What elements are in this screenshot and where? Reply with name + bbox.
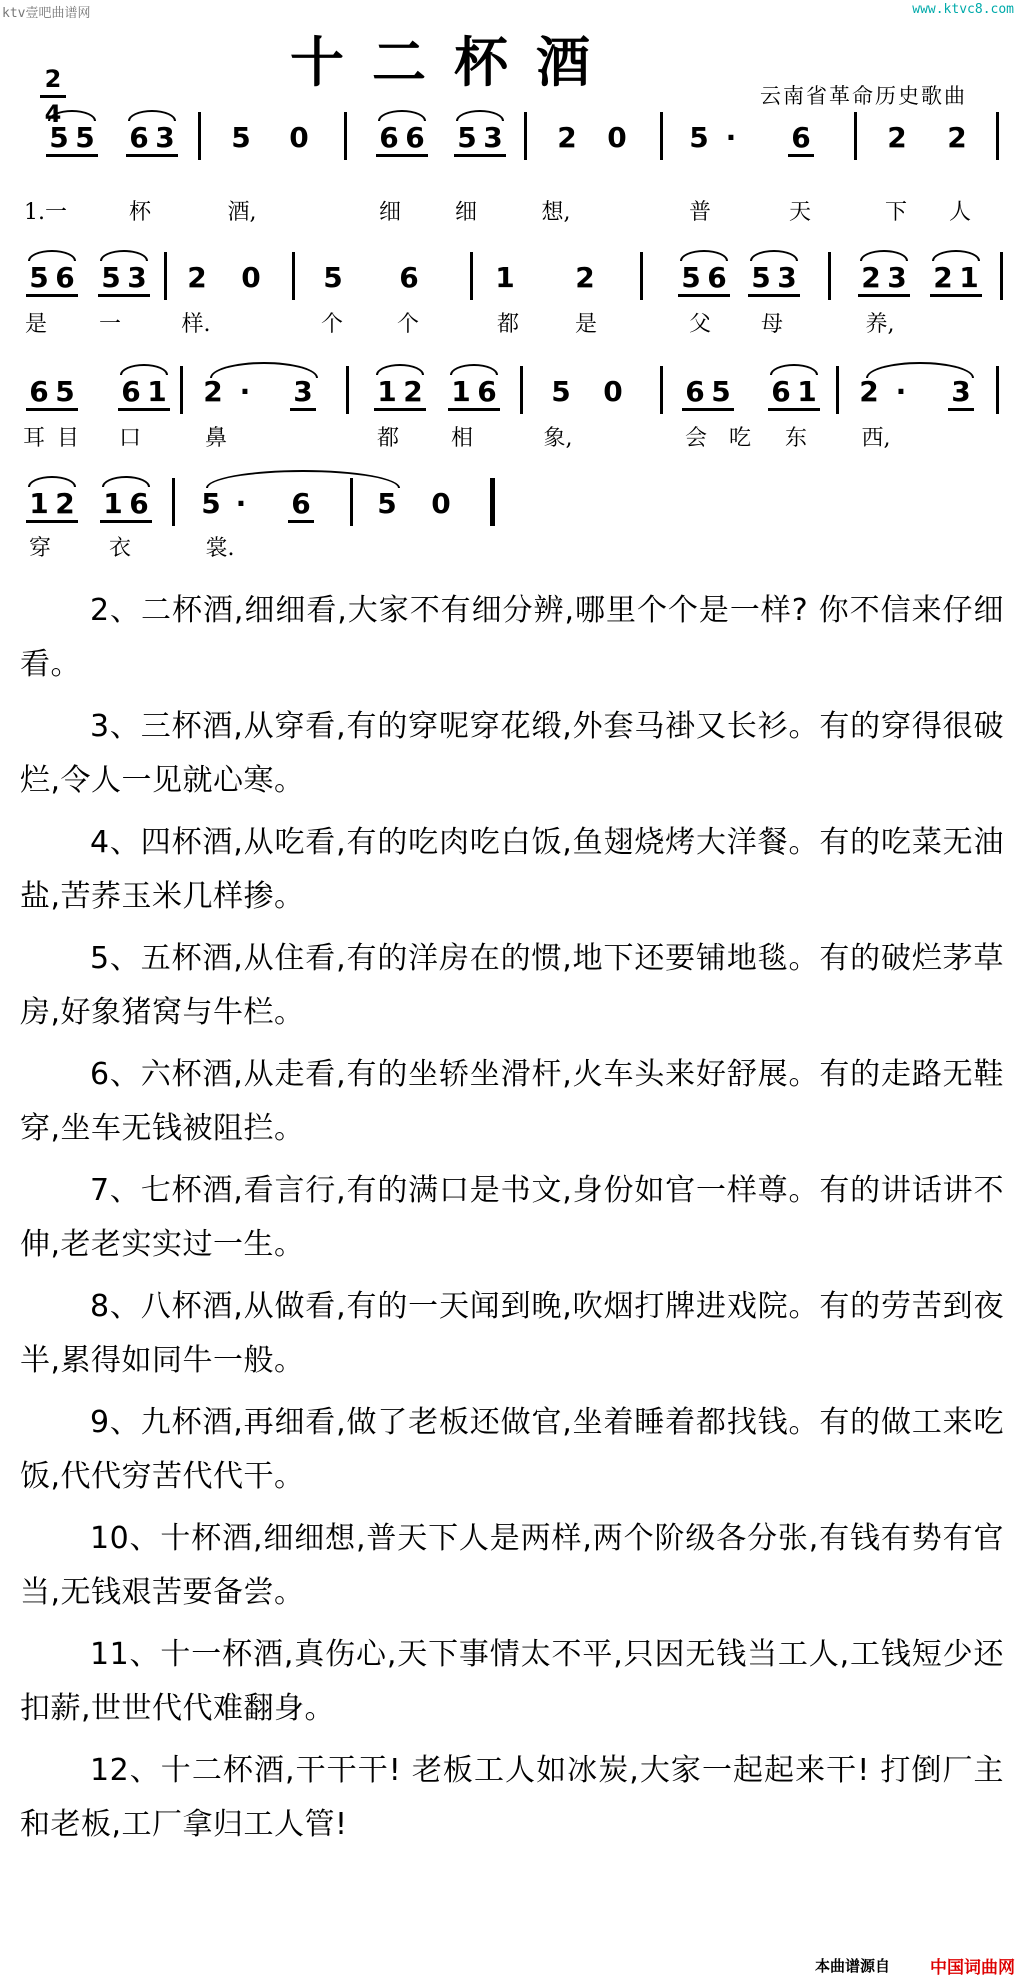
lyric: 吃 [728,426,751,451]
lyrics-row-1 [0,198,1024,228]
verse-10: 10、十杯酒,细细想,普天下人是两样,两个阶级各分张,有钱有势有官当,无钱艰苦要备尝。 [20,1521,1004,1610]
note: · [895,375,907,408]
lyric: 都 [496,312,519,337]
note: · [725,121,737,154]
note: 5 [676,258,706,298]
lyric: 下 [884,200,907,225]
barline [640,252,643,300]
note: 3 [946,372,976,412]
lyric: 相 [450,426,473,451]
lyric: 一 [98,312,121,337]
verse-3: 3、三杯酒,从穿看,有的穿呢穿花缎,外套马褂又长衫。有的穿得很破烂,令人一见就心寒。 [20,709,1004,798]
note: 2 [887,121,907,154]
note: 3 [478,118,508,158]
note: 1 [954,258,984,298]
score-row-4 [0,484,1024,528]
note: 5 [50,372,80,412]
barline [520,366,523,414]
verse-8: 8、八杯酒,从做看,有的一天闻到晚,吹烟打牌进戏院。有的劳苦到夜半,累得如同牛一般。 [20,1289,1004,1378]
note: 2 [187,261,207,294]
note: 6 [472,372,502,412]
barline [172,478,175,526]
note: 0 [431,487,451,520]
verse-11: 11、十一杯酒,真伤心,天下事情太不平,只因无钱当工人,工钱短少还扣薪,世世代代难翻身。 [20,1637,1004,1726]
slur [128,110,176,121]
note: 5 [706,372,736,412]
barline [828,252,831,300]
verse-5: 5、五杯酒,从住看,有的洋房在的惯,地下还要铺地毯。有的破烂茅草房,好象猪窝与牛栏。 [20,941,1004,1030]
note: · [235,487,247,520]
note: 5 [452,118,482,158]
lyric: 穿 [28,536,51,561]
slur [102,476,150,487]
lyric: 个 [396,312,419,337]
score-row-2 [0,258,1024,302]
barline [164,252,167,300]
note: 0 [603,375,623,408]
lyric: 样. [181,312,211,337]
note: · [239,375,251,408]
note: 3 [150,118,180,158]
slur [376,364,424,375]
note: 2 [856,258,886,298]
lyric: 酒, [227,200,257,225]
note: 3 [882,258,912,298]
watermark-left: ktv壹吧曲谱网 [2,6,91,21]
note: 0 [241,261,261,294]
lyric: 鼻 [204,426,227,451]
barline [346,366,349,414]
slur [860,250,908,261]
note: 6 [116,372,146,412]
lyric: 父 [688,312,711,337]
barline [996,366,999,414]
barline [292,252,295,300]
note: 6 [400,118,430,158]
note: 1 [24,484,54,524]
note: 5 [44,118,74,158]
note: 3 [772,258,802,298]
note: 6 [24,372,54,412]
lyric: 人 [948,200,971,225]
note: 2 [928,258,958,298]
slur [932,250,980,261]
note: 5 [746,258,776,298]
note: 6 [374,118,404,158]
lyric: 衣 [108,536,131,561]
note: 5 [323,261,343,294]
note: 2 [575,261,595,294]
note: 6 [702,258,732,298]
lyric: 1.一 [24,200,67,225]
note: 1 [142,372,172,412]
slur [750,250,798,261]
lyric: 细 [378,200,401,225]
lyric: 个 [320,312,343,337]
lyric: 天 [788,200,811,225]
lyric: 杯 [128,200,151,225]
note: 1 [372,372,402,412]
verse-12: 12、十二杯酒,干干干! 老板工人如冰炭,大家一起起来干! 打倒厂主和老板,工厂拿归工人管! [20,1753,1004,1842]
note: 1 [792,372,822,412]
lyric: 是 [574,312,597,337]
footer-site-link[interactable]: 中国词曲网 [930,1958,1015,1978]
note: 6 [399,261,419,294]
slur [28,250,76,261]
slur [770,364,818,375]
lyric: 想, [541,200,571,225]
slur [680,250,728,261]
note: 6 [50,258,80,298]
lyric: 是 [24,312,47,337]
slur [48,110,96,121]
barline [180,366,183,414]
note: 0 [607,121,627,154]
note: 2 [203,375,223,408]
lyric: 东 [784,426,807,451]
note: 5 [689,121,709,154]
verse-list [20,584,1004,1860]
lyric: 会 [684,426,707,451]
tie [210,362,318,378]
note: 5 [70,118,100,158]
note: 0 [289,121,309,154]
slur [120,364,168,375]
lyric: 裳. [205,536,235,561]
barline [344,112,347,160]
slur [450,364,498,375]
note: 3 [288,372,318,412]
barline [660,112,663,160]
tie [206,470,400,488]
note: 5 [24,258,54,298]
barline [350,478,353,526]
jianpu-score [0,0,1024,580]
note: 2 [398,372,428,412]
slur [456,110,504,121]
note: 2 [859,375,879,408]
lyric: 细 [454,200,477,225]
note: 6 [124,484,154,524]
verse-2: 2、二杯酒,细细看,大家不有细分辨,哪里个个是一样? 你不信来仔细看。 [20,593,1004,682]
note: 5 [231,121,251,154]
barline [854,112,857,160]
slur [378,110,426,121]
footer-source: 本曲谱源自 [815,1957,891,1975]
note: 5 [96,258,126,298]
lyric: 普 [688,200,711,225]
lyric: 目 [56,426,79,451]
watermark-right: www.ktvc8.com [912,2,1014,17]
note: 6 [680,372,710,412]
slur [100,250,148,261]
note: 2 [557,121,577,154]
lyric: 耳 [22,426,45,451]
lyric: 口 [118,426,141,451]
verse-6: 6、六杯酒,从走看,有的坐轿坐滑杆,火车头来好舒展。有的走路无鞋穿,坐车无钱被阻拦。 [20,1057,1004,1146]
lyric: 母 [760,312,783,337]
note: 6 [286,484,316,524]
barline [524,112,527,160]
note: 3 [122,258,152,298]
time-signature-bottom: 4 [44,100,62,128]
note: 5 [201,487,221,520]
barline [198,112,201,160]
note: 5 [551,375,571,408]
tie [866,362,974,378]
lyric: 象, [543,426,573,451]
note: 2 [50,484,80,524]
verse-4: 4、四杯酒,从吃看,有的吃肉吃白饭,鱼翅烧烤大洋餐。有的吃菜无油盐,苦荞玉米几样掺。 [20,825,1004,914]
lyrics-row-3 [0,424,1024,454]
note: 1 [495,261,515,294]
lyrics-row-2 [0,310,1024,340]
barline [836,366,839,414]
lyric: 都 [376,426,399,451]
lyrics-row-4 [0,534,1024,564]
time-signature-top: 2 [44,65,62,93]
barline [1000,252,1003,300]
score-row-3 [0,372,1024,416]
song-subtitle: 云南省革命历史歌曲 [760,84,967,108]
slur [28,476,76,487]
song-title: 十二杯酒 [290,30,618,94]
note: 1 [98,484,128,524]
lyric: 养, [865,312,895,337]
note: 6 [766,372,796,412]
note: 1 [446,372,476,412]
score-row-1 [0,118,1024,162]
verse-7: 7、七杯酒,看言行,有的满口是书文,身份如官一样尊。有的讲话讲不伸,老老实实过一生。 [20,1173,1004,1262]
note: 5 [377,487,397,520]
barline [470,252,473,300]
note: 6 [786,118,816,158]
lyric: 西, [861,426,891,451]
note: 6 [124,118,154,158]
barline [996,112,999,160]
note: 2 [947,121,967,154]
barline [660,366,663,414]
verse-9: 9、九杯酒,再细看,做了老板还做官,坐着睡着都找钱。有的做工来吃饭,代代穷苦代代干。 [20,1405,1004,1494]
final-barline [490,478,495,526]
